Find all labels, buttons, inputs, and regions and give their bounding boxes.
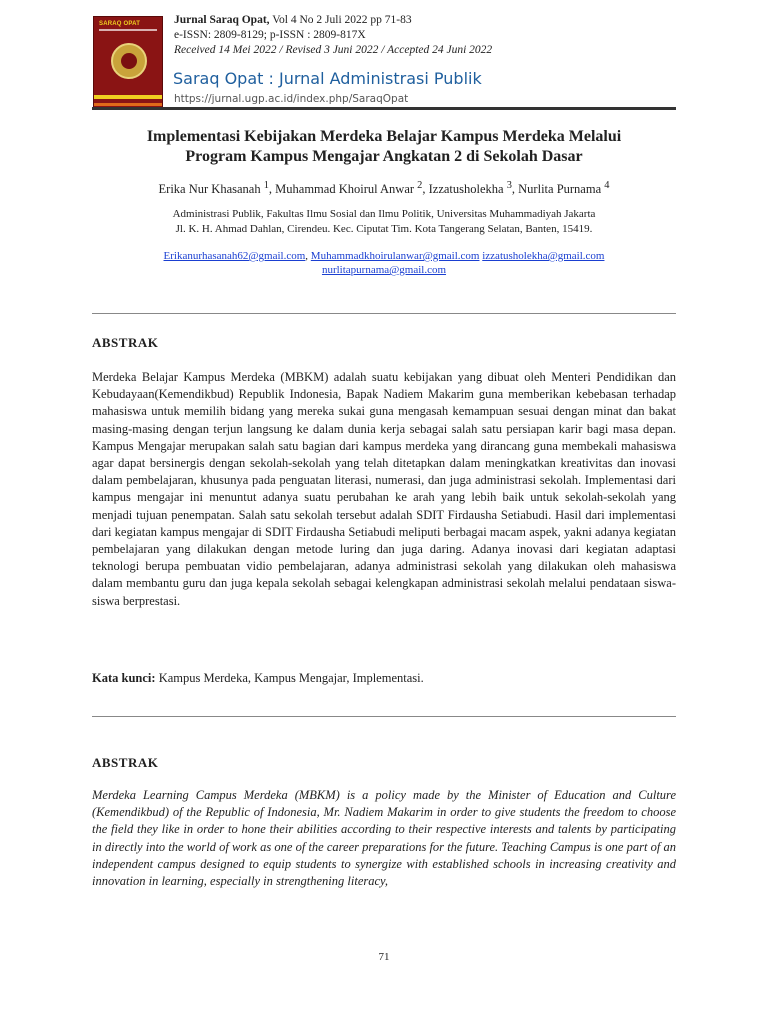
author-list: Erika Nur Khasanah $^1$, Muhammad Khoirul Anwar $^2$, Izzatusholekha $^3$, Nurlita Purnama $^4$ [158, 180, 610, 197]
keywords-label: Kata kunci: [92, 671, 156, 685]
journal-header [90, 12, 676, 108]
author-name: Erika Nur Khasanah [158, 182, 261, 197]
author-emails: Erikanurhasanah62@gmail.com, Muhammadkhoirulanwar@gmail.com izzatusholekha@gmail.com nurlitapurnama@gmail.com [163, 250, 605, 276]
author-name: Nurlita Purnama [518, 182, 602, 197]
author-sup: 1 [263, 180, 269, 191]
journal-url[interactable]: https://jurnal.ugp.ac.id/index.php/SaraqOpat [174, 93, 409, 105]
keywords [92, 671, 424, 686]
journal-meta [174, 13, 492, 58]
author-name: Muhammad Khoirul Anwar [275, 182, 415, 197]
university-seal-icon [111, 43, 147, 79]
cover-title: SARAQ OPAT [99, 21, 141, 27]
article-title [92, 127, 676, 167]
page-number: 71 [378, 951, 390, 963]
submission-dates: Received 14 Mei 2022 / Revised 3 Juni 2022 / Accepted 24 Juni 2022 [174, 44, 493, 56]
author-name: Izzatusholekha [428, 182, 504, 197]
section-divider [92, 716, 676, 717]
journal-reference: Jurnal Saraq Opat, [174, 14, 270, 26]
journal-name: Saraq Opat : Jurnal Administrasi Publik [173, 69, 482, 88]
affiliation [92, 207, 676, 237]
cover-band [94, 95, 162, 99]
abstract-text-english: Merdeka Learning Campus Merdeka (MBKM) is a policy made by the Minister of Education and Culture (Kemendikbud) of the Republic of Indonesia, Mr. Nadiem Makarim in order to give students the freedom to choose the field they like in order to hone their abilities according to their respective interests and talents by participating in directly into the world of work as one of the career preparations for the future. Teaching Campus is one part of an independent campus designed to equip students to synergize with established schools in increasing creativity and innovation in learning, especially in strengthening literacy, [92, 788, 676, 889]
keywords-text: Kampus Merdeka, Kampus Mengajar, Implementasi. [155, 671, 424, 685]
section-divider [92, 313, 676, 314]
header-divider [92, 107, 676, 110]
email-link[interactable]: nurlitapurnama@gmail.com [321, 264, 447, 276]
cover-subtitle-bar [99, 29, 157, 31]
journal-cover-thumbnail [93, 16, 163, 110]
author-sup: 3 [506, 180, 512, 191]
cover-band-accent [94, 103, 162, 106]
author-sup: 4 [604, 180, 610, 191]
title-line-2: Program Kampus Mengajar Angkatan 2 di Sekolah Dasar [185, 148, 583, 165]
abstract-heading-english: ABSTRAK [92, 755, 159, 770]
email-link[interactable]: Erikanurhasanah62@gmail.com [163, 250, 306, 262]
affiliation-line-1: Administrasi Publik, Fakultas Ilmu Sosial dan Ilmu Politik, Universitas Muhammadiyah Jakarta [172, 208, 596, 220]
abstract-heading: ABSTRAK [92, 335, 159, 350]
title-line-1: Implementasi Kebijakan Merdeka Belajar Kampus Merdeka Melalui [146, 128, 622, 145]
email-link[interactable]: izzatusholekha@gmail.com [482, 250, 605, 262]
volume-info: Vol 4 No 2 Juli 2022 pp 71-83 [269, 14, 412, 26]
abstract-text: Merdeka Belajar Kampus Merdeka (MBKM) adalah suatu kebijakan yang dibuat oleh Menteri Pendidikan dan Kebudayaan(Kemendikbud) Republik Indonesia, Bapak Nadiem Makarim guna memberikan kebebasan terhadap mahasiswa untuk memilih bidang yang mereka sukai guna mengasah kemampuan sesuai dengan minat dan bakat masing-masing dengan terjun langsung ke dalam dunia kerja sebagai salah satu persiapan karir bagi masa depan. Kampus Mengajar merupakan salah satu bagian dari kampus merdeka yang dirancang guna membekali mahasiswa agar dapat bersinergis dengan sekolah-sekolah yang telah ditetapkan dalam meningkatkan kreativitas dan inovasi dalam pembelajaran, khusunya pada penguatan literasi, numerasi, dan juga administrasi sekolah. Implementasi dari kampus mengajar ini menuntut adanya suatu perubahan ke arah yang lebih baik untuk sekolah-sekolah yang menjadi tujuan penempatan. Salah satu sekolah tersebut adalah SDIT Firdausha Setiabudi. Hasil dari implementasi dari kegiatan kampus mengajar di SDIT Firdausha Setiabudi meliputi berbagai macam aspek, yakni adanya kegiatan pembelajaran yang dilakukan dengan metode luring dan juga daring. Adanya inovasi dari kegiatan adaptasi teknologi berupa pembuatan vidio pembelajaran, adanya administrasi sekolah yang dilakukan oleh mahasiswa dalam membantu guru dan juga kepala sekolah sebagai kelengkapan administrasi sekolah melalui pendataan siswa-siswa berprestasi. [92, 370, 676, 608]
email-link[interactable]: Muhammadkhoirulanwar@gmail.com [310, 250, 480, 262]
issn: e-ISSN: 2809-8129; p-ISSN : 2809-817X [174, 29, 366, 41]
affiliation-line-2: Jl. K. H. Ahmad Dahlan, Cirendeu. Kec. Ciputat Tim. Kota Tangerang Selatan, Banten, 15419. [175, 223, 593, 235]
author-sup: 2 [417, 180, 423, 191]
